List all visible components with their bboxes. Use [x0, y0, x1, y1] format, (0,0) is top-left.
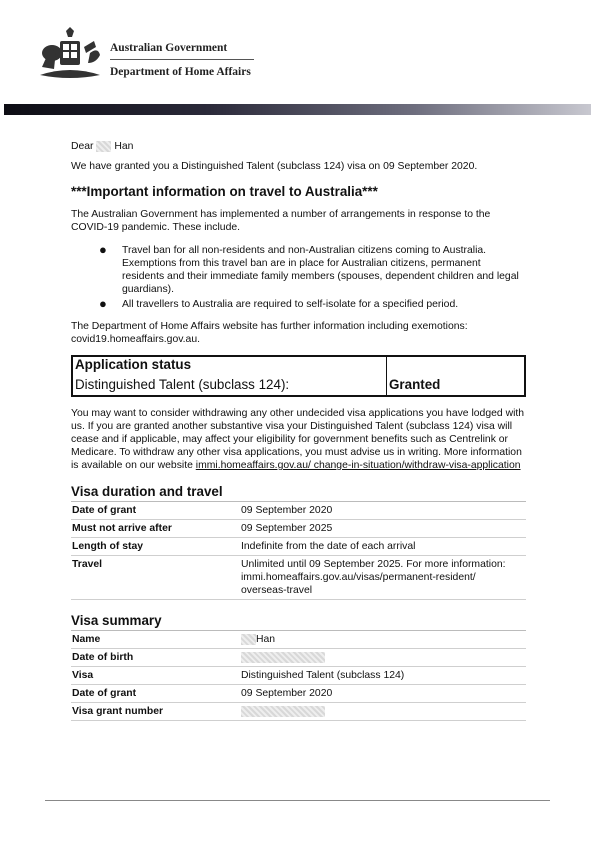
website-info: The Department of Home Affairs website has further information including exemotions: covid19.homeaffairs.gov.au. [71, 321, 468, 345]
coat-of-arms-logo [36, 27, 104, 85]
covid-intro: The Australian Government has implemented a number of arrangements in response to the COVID-19 pandemic. These include. [71, 209, 491, 233]
redacted-grant-number [241, 706, 325, 717]
grant-sentence: We have granted you a Distinguished Talent (subclass 124) visa on 09 September 2020. [71, 161, 478, 172]
table-row: Date of grant 09 September 2020 [71, 502, 526, 520]
footer-divider [45, 800, 550, 801]
table-row: Visa Distinguished Talent (subclass 124) [71, 667, 526, 685]
summary-name: Han [256, 634, 276, 645]
redacted-given-name [96, 141, 111, 152]
redacted-given-name [241, 634, 256, 645]
header-banner [4, 104, 591, 115]
bullet-icon: ● [99, 242, 107, 257]
table-row: Date of grant 09 September 2020 [71, 685, 526, 703]
visa-duration-heading: Visa duration and travel [71, 485, 526, 502]
table-row: Name Han [71, 631, 526, 649]
status-value: Granted [389, 377, 441, 392]
status-title: Application status [75, 357, 192, 372]
salutation: Dear [71, 141, 94, 152]
letter-body [71, 140, 526, 721]
recipient-name: Han [114, 141, 134, 152]
list-item: ● All travellers to Australia are required to self-isolate for a specified period. [99, 296, 459, 311]
visa-summary-table [71, 631, 526, 721]
visa-summary-heading: Visa summary [71, 614, 526, 631]
department-name: Department of Home Affairs [110, 66, 251, 78]
visa-duration-table [71, 502, 526, 600]
table-row: Must not arrive after 09 September 2025 [71, 520, 526, 538]
government-name: Australian Government [110, 42, 228, 54]
status-visa: Distinguished Talent (subclass 124): [75, 377, 290, 392]
table-row: Travel Unlimited until 09 September 2025. For more information: immi.homeaffairs.gov.au/visas/permanent-resident/ overseas-travel [71, 556, 526, 600]
travel-notice-heading: ***Important information on travel to Australia*** [71, 184, 378, 199]
withdraw-link[interactable]: immi.homeaffairs.gov.au/ change-in-situation/withdraw-visa-application [195, 460, 521, 471]
covid-measures-list [71, 244, 526, 311]
table-row: Date of birth [71, 649, 526, 667]
application-status-box [71, 355, 526, 397]
header-divider [110, 59, 254, 60]
status-divider [386, 357, 387, 395]
table-row: Length of stay Indefinite from the date of each arrival [71, 538, 526, 556]
withdraw-info: You may want to consider withdrawing any other undecided visa applications you have lodged with us. If you are granted another substantive visa your Distinguished Talent (subclass 124) visa will cease and if applicable, may affect your eligibility for government benefits such as Centrelink or Medicare. To withdraw any other visa applications, you must advise us in writing. More information is available on our website immi.homeaffairs.gov.au/ change-in-situation/withdraw-visa-application [71, 408, 525, 471]
bullet-icon: ● [99, 296, 107, 311]
list-item: ● Travel ban for all non-residents and non-Australian citizens coming to Australia. Exemptions from this travel ban are in place for Australian citizens, permanent residents and their immediate family members (spouses, dependent children and legal guardians). [99, 242, 519, 295]
table-row: Visa grant number [71, 703, 526, 721]
salutation-line [71, 140, 526, 153]
redacted-date-of-birth [241, 652, 325, 663]
